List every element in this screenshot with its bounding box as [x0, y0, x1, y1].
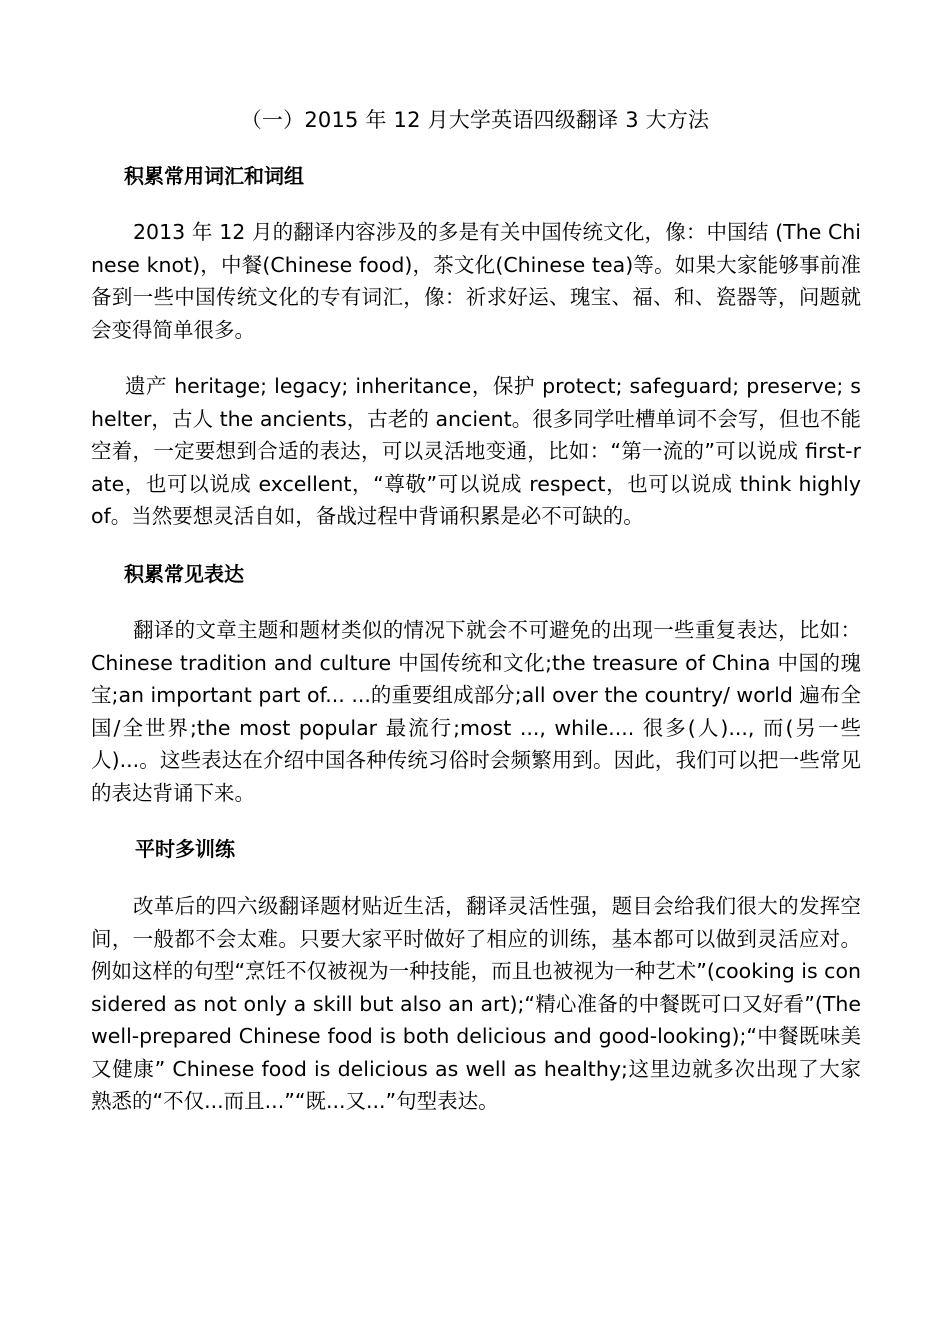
paragraph-vocabulary-intro: 2013 年 12 月的翻译内容涉及的多是有关中国传统文化，像：中国结 (The Chinese knot)，中餐(Chinese food)，茶文化(Chinese tea)等。如果大家能够事前准备到一些中国传统文化的专有词汇，像：祈求好运、瑰宝、福、和、瓷器等，问题就会变得简单很多。: [91, 220, 861, 342]
paragraph-expressions: 翻译的文章主题和题材类似的情况下就会不可避免的出现一些重复表达，比如：Chinese tradition and culture 中国传统和文化;the treasure of China 中国的瑰宝;an important part of... ...的重要组成部分;all over the country/ world 遍布全国/全世界;the most popular 最流行;most ..., while.... 很多(人)..., 而(另一些人)...。这些表达在介绍中国各种传统习俗时会频繁用到。因此，我们可以把一些常见的表达背诵下来。: [91, 618, 861, 805]
paragraph-practice: 改革后的四六级翻译题材贴近生活，翻译灵活性强，题目会给我们很大的发挥空间，一般都不会太难。只要大家平时做好了相应的训练，基本都可以做到灵活应对。例如这样的句型“烹饪不仅被视为一种技能，而且也被视为一种艺术”(cooking is considered as not only a skill but also an art);“精心准备的中餐既可口又好看”(The well-prepared Chinese food is both delicious and good-looking);“中餐既味美又健康” Chinese food is delicious as well as healthy;这里边就多次出现了大家熟悉的“不仅...而且...”“既...又...”句型表达。: [91, 894, 861, 1113]
section-heading-expressions: 积累常见表达: [124, 562, 244, 586]
paragraph-vocabulary-examples: 遗产 heritage; legacy; inheritance，保护 protect; safeguard; preserve; shelter，古人 the ancients，古老的 ancient。很多同学吐槽单词不会写，但也不能空着，一定要想到合适的表达，可以灵活地变通，比如：“第一流的”可以说成 first-rate，也可以说成 excellent，“尊敬”可以说成 respect，也可以说成 think highly of。当然要想灵活自如，备战过程中背诵积累是必不可缺的。: [91, 374, 861, 528]
section-heading-vocabulary: 积累常用词汇和词组: [124, 164, 304, 188]
page-title: （一）2015 年 12 月大学英语四级翻译 3 大方法: [240, 108, 710, 132]
section-heading-practice: 平时多训练: [135, 837, 235, 861]
